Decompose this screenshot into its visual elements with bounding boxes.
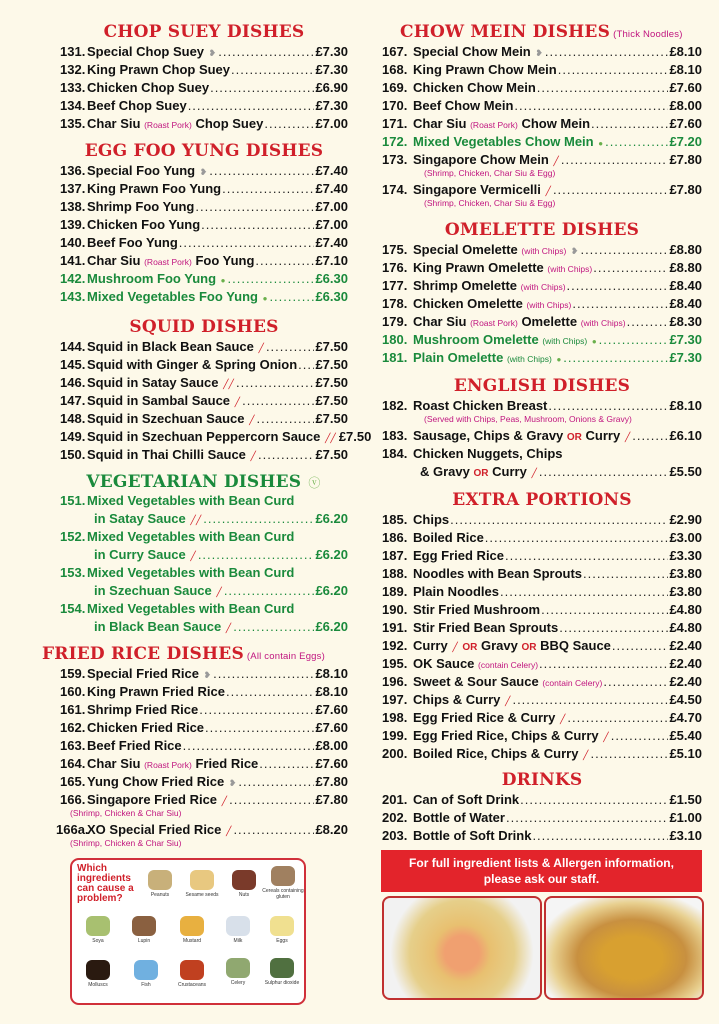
menu-item-continued: in Curry Sauce ╱ ..... £6.20 bbox=[60, 546, 348, 564]
menu-item: 172. Mixed Vegetables Chow Mein ● ..... £7.20 bbox=[382, 133, 702, 151]
item-note: (Shrimp, Chicken, Char Siu & Egg) bbox=[424, 198, 556, 208]
vegetarian-icon: ● bbox=[598, 139, 604, 148]
allergen-crustaceans: Crustaceans bbox=[166, 960, 218, 988]
vegetarian-icon: ● bbox=[556, 355, 562, 364]
menu-item: 197. Chips & Curry ╱ ..... £4.50 bbox=[382, 691, 702, 709]
chilli-icon: ╱ bbox=[553, 156, 559, 166]
section-title-vegetarian: VEGETARIAN DISHES ⓥ bbox=[86, 472, 321, 492]
allergen-fish: Fish bbox=[120, 960, 172, 988]
chilli-icon: ╱╱ bbox=[324, 433, 336, 443]
menu-item: 175. Special Omelette (with Chips) ❥ ..... £8.80 bbox=[382, 241, 702, 259]
menu-item: 151. Mixed Vegetables with Bean Curd bbox=[60, 493, 295, 508]
chilli-icon: ╱ bbox=[234, 397, 241, 407]
menu-item: 159. Special Fried Rice ❥ ..... £8.10 bbox=[60, 665, 348, 683]
section-title-chow-mein: CHOW MEIN DISHES (Thick Noodles) bbox=[400, 22, 683, 42]
menu-item: 188. Noodles with Bean Sprouts ..... £3.80 bbox=[382, 565, 702, 583]
menu-item: 170. Beef Chow Mein ..... £8.00 bbox=[382, 97, 702, 115]
vegetarian-icon: ● bbox=[591, 337, 597, 346]
allergen-sulphur: Sulphur dioxide bbox=[256, 958, 308, 986]
chilli-icon: ╱ bbox=[216, 587, 222, 597]
menu-item: 140. Beef Foo Yung ..... £7.40 bbox=[60, 234, 348, 252]
menu-item: 196. Sweet & Sour Sauce (contain Celery) ..... £2.40 bbox=[382, 673, 702, 691]
banner-line-1: For full ingredient lists & Allergen information, bbox=[409, 856, 674, 870]
menu-item: 187. Egg Fried Rice ..... £3.30 bbox=[382, 547, 702, 565]
menu-item: 201. Can of Soft Drink ..... £1.50 bbox=[382, 791, 702, 809]
allergen-soya: Soya bbox=[72, 916, 124, 944]
menu-item: 177. Shrimp Omelette (with Chips) ..... £8.40 bbox=[382, 277, 702, 295]
chilli-icon: ╱ bbox=[225, 623, 232, 633]
menu-item: 182. Roast Chicken Breast ..... £8.10 bbox=[382, 397, 702, 415]
menu-item: 132. King Prawn Chop Suey ..... £7.30 bbox=[60, 61, 348, 79]
menu-item: 174. Singapore Vermicelli ╱ ..... £7.80 bbox=[382, 181, 702, 199]
allergen-sesame: Sesame seeds bbox=[176, 870, 228, 898]
menu-item-continued: in Satay Sauce ╱╱ ..... £6.20 bbox=[60, 510, 348, 528]
menu-item: 135. Char Siu (Roast Pork) Chop Suey ..... £7.00 bbox=[60, 115, 348, 133]
menu-item: 146. Squid in Satay Sauce ╱╱ ..... £7.50 bbox=[60, 374, 348, 392]
item-note: (Shrimp, Chicken & Char Siu) bbox=[70, 808, 182, 818]
menu-item: 162. Chicken Fried Rice ..... £7.60 bbox=[60, 719, 348, 737]
menu-item: 136. Special Foo Yung ❥ ..... £7.40 bbox=[60, 162, 348, 180]
chilli-icon: ╱ bbox=[452, 642, 458, 652]
menu-item: 152. Mixed Vegetables with Bean Curd bbox=[60, 529, 295, 544]
menu-item: 149. Squid in Szechuan Peppercorn Sauce ╱╱ £7.50 bbox=[60, 428, 348, 446]
menu-item: 133. Chicken Chop Suey ..... £6.90 bbox=[60, 79, 348, 97]
allergen-nuts: Nuts bbox=[218, 870, 270, 898]
allergen-lupin: Lupin bbox=[118, 916, 170, 944]
chilli-icon: ╱╱ bbox=[223, 379, 234, 389]
allergen-eggs: Eggs bbox=[256, 916, 308, 944]
prawn-icon: ❥ bbox=[228, 778, 237, 788]
menu-item: 138. Shrimp Foo Yung ..... £7.00 bbox=[60, 198, 348, 216]
menu-item: 176. King Prawn Omelette (with Chips) ..... £8.80 bbox=[382, 259, 702, 277]
section-title-squid: SQUID DISHES bbox=[129, 317, 279, 337]
item-note: (Shrimp, Chicken, Char Siu & Egg) bbox=[424, 168, 556, 178]
prawn-icon: ❥ bbox=[203, 670, 212, 680]
chilli-icon: ╱ bbox=[250, 451, 256, 461]
allergen-molluscs: Molluscs bbox=[72, 960, 124, 988]
photo-singapore-noodles bbox=[544, 896, 704, 1000]
menu-item-continued: in Szechuan Sauce ╱ ..... £6.20 bbox=[60, 582, 348, 600]
menu-item: 141. Char Siu (Roast Pork) Foo Yung ..... £7.10 bbox=[60, 252, 348, 270]
menu-item: 148. Squid in Szechuan Sauce ╱ ..... £7.50 bbox=[60, 410, 348, 428]
menu-item: 202. Bottle of Water ..... £1.00 bbox=[382, 809, 702, 827]
section-title-fried-rice: FRIED RICE DISHES (All contain Eggs) bbox=[42, 644, 325, 664]
menu-item: 160. King Prawn Fried Rice ..... £8.10 bbox=[60, 683, 348, 701]
menu-item: 179. Char Siu (Roast Pork) Omelette (with Chips) ..... £8.30 bbox=[382, 313, 702, 331]
section-title-english: ENGLISH DISHES bbox=[453, 376, 631, 396]
allergen-milk: Milk bbox=[212, 916, 264, 944]
menu-item-continued: & Gravy OR Curry ╱ ..... £5.50 bbox=[382, 463, 702, 481]
prawn-icon: ❥ bbox=[199, 167, 208, 177]
menu-item: 163. Beef Fried Rice ..... £8.00 bbox=[60, 737, 348, 755]
chilli-icon: ╱ bbox=[545, 186, 551, 196]
section-title-chop-suey: CHOP SUEY DISHES bbox=[103, 22, 305, 42]
menu-item: 189. Plain Noodles ..... £3.80 bbox=[382, 583, 702, 601]
menu-item: 168. King Prawn Chow Mein ..... £8.10 bbox=[382, 61, 702, 79]
menu-item: 192. Curry ╱ OR Gravy OR BBQ Sauce ..... £2.40 bbox=[382, 637, 702, 655]
menu-item: 142. Mushroom Foo Yung ● ..... £6.30 bbox=[60, 270, 348, 288]
vegetarian-icon: ● bbox=[220, 276, 226, 285]
menu-item: 198. Egg Fried Rice & Curry ╱ ..... £4.70 bbox=[382, 709, 702, 727]
menu-item: 144. Squid in Black Bean Sauce ╱ ..... £7.50 bbox=[60, 338, 348, 356]
chilli-icon: ╱ bbox=[258, 343, 264, 353]
menu-item: 139. Chicken Foo Yung ..... £7.00 bbox=[60, 216, 348, 234]
menu-item: 164. Char Siu (Roast Pork) Fried Rice ..... £7.60 bbox=[60, 755, 348, 773]
allergen-peanuts: Peanuts bbox=[134, 870, 186, 898]
chilli-icon: ╱ bbox=[559, 714, 566, 724]
menu-item: 137. King Prawn Foo Yung ..... £7.40 bbox=[60, 180, 348, 198]
item-note: (Shrimp, Chicken & Char Siu) bbox=[70, 838, 182, 848]
allergen-celery: Celery bbox=[212, 958, 264, 986]
allergen-banner bbox=[381, 850, 702, 892]
menu-item: 150. Squid in Thai Chilli Sauce ╱ ..... £7.50 bbox=[60, 446, 348, 464]
chilli-icon: ╱ bbox=[190, 551, 196, 561]
chilli-icon: ╱ bbox=[624, 432, 631, 442]
photo-fried-rice bbox=[382, 896, 542, 1000]
menu-item: 154. Mixed Vegetables with Bean Curd bbox=[60, 601, 295, 616]
menu-item: 186. Boiled Rice ..... £3.00 bbox=[382, 529, 702, 547]
menu-item: 195. OK Sauce (contain Celery) ..... £2.40 bbox=[382, 655, 702, 673]
chilli-icon: ╱╱ bbox=[190, 515, 202, 525]
chilli-icon: ╱ bbox=[505, 696, 511, 706]
allergen-title: Which ingredients can cause a problem? bbox=[77, 863, 134, 904]
menu-item: 199. Egg Fried Rice, Chips & Curry ╱ ..... £5.40 bbox=[382, 727, 702, 745]
vegetarian-icon: ● bbox=[262, 294, 268, 303]
menu-item: 147. Squid in Sambal Sauce ╱ ..... £7.50 bbox=[60, 392, 348, 410]
chilli-icon: ╱ bbox=[226, 826, 232, 836]
menu-item: 191. Stir Fried Bean Sprouts ..... £4.80 bbox=[382, 619, 702, 637]
allergen-info-box bbox=[70, 858, 306, 1005]
prawn-icon: ❥ bbox=[208, 48, 217, 58]
chilli-icon: ╱ bbox=[221, 796, 228, 806]
menu-item: 180. Mushroom Omelette (with Chips) ● ..... £7.30 bbox=[382, 331, 702, 349]
section-title-omelette: OMELETTE DISHES bbox=[444, 220, 640, 240]
menu-item: 169. Chicken Chow Mein ..... £7.60 bbox=[382, 79, 702, 97]
menu-item: 165. Yung Chow Fried Rice ❥ ..... £7.80 bbox=[60, 773, 348, 791]
chilli-icon: ╱ bbox=[531, 468, 537, 478]
menu-item: 185. Chips ..... £2.90 bbox=[382, 511, 702, 529]
section-title-extra-portions: EXTRA PORTIONS bbox=[452, 490, 632, 510]
menu-item: 143. Mixed Vegetables Foo Yung ● ..... £6.30 bbox=[60, 288, 348, 306]
prawn-icon: ❥ bbox=[535, 48, 543, 58]
menu-item: 131. Special Chop Suey ❥ ..... £7.30 bbox=[60, 43, 348, 61]
menu-item: 166. Singapore Fried Rice ╱ ..... £7.80 bbox=[60, 791, 348, 809]
prawn-icon: ❥ bbox=[570, 246, 579, 256]
banner-line-2: please ask our staff. bbox=[483, 872, 600, 886]
menu-item: 183. Sausage, Chips & Gravy OR Curry ╱ ..... £6.10 bbox=[382, 427, 702, 445]
chilli-icon: ╱ bbox=[249, 415, 255, 425]
menu-item: 134. Beef Chop Suey ..... £7.30 bbox=[60, 97, 348, 115]
menu-item: 184. Chicken Nuggets, Chips bbox=[382, 446, 563, 461]
menu-item: 167. Special Chow Mein ❥ ..... £8.10 bbox=[382, 43, 702, 61]
menu-item: 200. Boiled Rice, Chips & Curry ╱ ..... £5.10 bbox=[382, 745, 702, 763]
menu-item: 145. Squid with Ginger & Spring Onion ..... £7.50 bbox=[60, 356, 348, 374]
vegetarian-icon: ⓥ bbox=[308, 476, 321, 490]
menu-item: 153. Mixed Vegetables with Bean Curd bbox=[60, 565, 295, 580]
menu-item: 203. Bottle of Soft Drink ..... £3.10 bbox=[382, 827, 702, 845]
chilli-icon: ╱ bbox=[583, 750, 589, 760]
menu-item: 190. Stir Fried Mushroom ..... £4.80 bbox=[382, 601, 702, 619]
item-note: (Served with Chips, Peas, Mushroom, Onions & Gravy) bbox=[424, 414, 632, 424]
menu-item-continued: in Black Bean Sauce ╱ ..... £6.20 bbox=[60, 618, 348, 636]
menu-item: 173. Singapore Chow Mein ╱ ..... £7.80 bbox=[382, 151, 702, 169]
menu-item: 166a. XO Special Fried Rice ╱ ..... £8.20 bbox=[56, 821, 348, 839]
menu-item: 181. Plain Omelette (with Chips) ● ..... £7.30 bbox=[382, 349, 702, 367]
menu-item: 171. Char Siu (Roast Pork) Chow Mein ..... £7.60 bbox=[382, 115, 702, 133]
allergen-mustard: Mustard bbox=[166, 916, 218, 944]
menu-item: 161. Shrimp Fried Rice ..... £7.60 bbox=[60, 701, 348, 719]
section-title-drinks: DRINKS bbox=[501, 770, 583, 790]
menu-item: 178. Chicken Omelette (with Chips) ..... £8.40 bbox=[382, 295, 702, 313]
section-title-egg-foo-yung: EGG FOO YUNG DISHES bbox=[84, 141, 324, 161]
allergen-gluten: Cereals containing gluten bbox=[257, 866, 309, 900]
chilli-icon: ╱ bbox=[603, 732, 609, 742]
